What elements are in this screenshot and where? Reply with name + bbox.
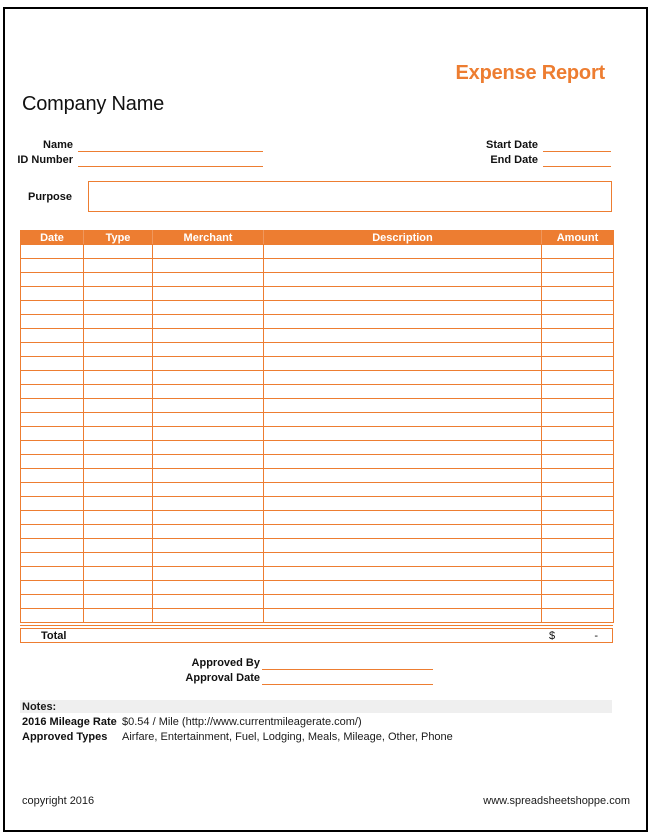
expense-row bbox=[21, 371, 614, 385]
expense-row bbox=[21, 483, 614, 497]
cell-description[interactable] bbox=[264, 385, 542, 399]
total-label: Total bbox=[41, 630, 67, 642]
end-date-label: End Date bbox=[490, 154, 538, 166]
cell-merchant[interactable] bbox=[153, 595, 264, 609]
cell-description[interactable] bbox=[264, 469, 542, 483]
cell-merchant[interactable] bbox=[153, 329, 264, 343]
cell-amount[interactable] bbox=[542, 609, 614, 623]
cell-merchant[interactable] bbox=[153, 357, 264, 371]
id-number-input-line[interactable] bbox=[78, 156, 263, 167]
cell-merchant[interactable] bbox=[153, 259, 264, 273]
cell-date[interactable] bbox=[21, 301, 84, 315]
cell-amount[interactable] bbox=[542, 497, 614, 511]
cell-amount[interactable] bbox=[542, 553, 614, 567]
expense-row bbox=[21, 525, 614, 539]
cell-amount[interactable] bbox=[542, 329, 614, 343]
website-text: www.spreadsheetshoppe.com bbox=[483, 795, 630, 807]
cell-merchant[interactable] bbox=[153, 245, 264, 259]
cell-description[interactable] bbox=[264, 315, 542, 329]
cell-type[interactable] bbox=[84, 511, 153, 525]
cell-amount[interactable] bbox=[542, 315, 614, 329]
cell-type[interactable] bbox=[84, 259, 153, 273]
cell-description[interactable] bbox=[264, 343, 542, 357]
cell-description[interactable] bbox=[264, 301, 542, 315]
cell-type[interactable] bbox=[84, 567, 153, 581]
cell-description[interactable] bbox=[264, 609, 542, 623]
cell-merchant[interactable] bbox=[153, 413, 264, 427]
cell-amount[interactable] bbox=[542, 259, 614, 273]
cell-date[interactable] bbox=[21, 511, 84, 525]
cell-date[interactable] bbox=[21, 399, 84, 413]
cell-amount[interactable] bbox=[542, 455, 614, 469]
cell-amount[interactable] bbox=[542, 511, 614, 525]
cell-amount[interactable] bbox=[542, 567, 614, 581]
cell-type[interactable] bbox=[84, 427, 153, 441]
approved-types-value: Airfare, Entertainment, Fuel, Lodging, Meals, Mileage, Other, Phone bbox=[122, 731, 453, 743]
cell-description[interactable] bbox=[264, 413, 542, 427]
cell-date[interactable] bbox=[21, 553, 84, 567]
approved-types-label: Approved Types bbox=[22, 731, 108, 743]
cell-description[interactable] bbox=[264, 525, 542, 539]
cell-amount[interactable] bbox=[542, 301, 614, 315]
cell-type[interactable] bbox=[84, 525, 153, 539]
cell-description[interactable] bbox=[264, 455, 542, 469]
cell-type[interactable] bbox=[84, 497, 153, 511]
expense-row bbox=[21, 315, 614, 329]
cell-date[interactable] bbox=[21, 343, 84, 357]
cell-merchant[interactable] bbox=[153, 483, 264, 497]
cell-description[interactable] bbox=[264, 497, 542, 511]
cell-merchant[interactable] bbox=[153, 581, 264, 595]
cell-merchant[interactable] bbox=[153, 455, 264, 469]
total-amount-value: - bbox=[594, 630, 598, 642]
approved-by-input-line[interactable] bbox=[262, 659, 433, 670]
cell-date[interactable] bbox=[21, 371, 84, 385]
cell-merchant[interactable] bbox=[153, 399, 264, 413]
expense-row bbox=[21, 511, 614, 525]
end-date-input-line[interactable] bbox=[543, 156, 611, 167]
expense-row bbox=[21, 595, 614, 609]
cell-merchant[interactable] bbox=[153, 511, 264, 525]
column-header-merchant: Merchant bbox=[153, 231, 264, 245]
cell-date[interactable] bbox=[21, 245, 84, 259]
cell-description[interactable] bbox=[264, 553, 542, 567]
cell-description[interactable] bbox=[264, 329, 542, 343]
name-label: Name bbox=[43, 139, 73, 151]
column-header-description: Description bbox=[264, 231, 542, 245]
cell-description[interactable] bbox=[264, 567, 542, 581]
total-divider-rule bbox=[20, 625, 613, 626]
cell-amount[interactable] bbox=[542, 273, 614, 287]
total-row bbox=[20, 628, 613, 643]
cell-description[interactable] bbox=[264, 441, 542, 455]
cell-merchant[interactable] bbox=[153, 553, 264, 567]
cell-description[interactable] bbox=[264, 595, 542, 609]
cell-date[interactable] bbox=[21, 315, 84, 329]
cell-type[interactable] bbox=[84, 595, 153, 609]
cell-description[interactable] bbox=[264, 581, 542, 595]
expense-row bbox=[21, 427, 614, 441]
cell-description[interactable] bbox=[264, 259, 542, 273]
table-header-row bbox=[21, 231, 614, 245]
purpose-input-box[interactable] bbox=[88, 181, 612, 212]
cell-type[interactable] bbox=[84, 301, 153, 315]
cell-date[interactable] bbox=[21, 287, 84, 301]
cell-date[interactable] bbox=[21, 441, 84, 455]
cell-amount[interactable] bbox=[542, 525, 614, 539]
expense-row bbox=[21, 581, 614, 595]
cell-description[interactable] bbox=[264, 483, 542, 497]
cell-type[interactable] bbox=[84, 343, 153, 357]
company-name: Company Name bbox=[22, 93, 165, 115]
cell-amount[interactable] bbox=[542, 245, 614, 259]
cell-date[interactable] bbox=[21, 357, 84, 371]
cell-amount[interactable] bbox=[542, 287, 614, 301]
cell-merchant[interactable] bbox=[153, 273, 264, 287]
cell-merchant[interactable] bbox=[153, 539, 264, 553]
cell-amount[interactable] bbox=[542, 357, 614, 371]
name-input-line[interactable] bbox=[78, 141, 263, 152]
cell-type[interactable] bbox=[84, 315, 153, 329]
cell-merchant[interactable] bbox=[153, 315, 264, 329]
cell-type[interactable] bbox=[84, 273, 153, 287]
cell-date[interactable] bbox=[21, 259, 84, 273]
cell-description[interactable] bbox=[264, 287, 542, 301]
cell-merchant[interactable] bbox=[153, 385, 264, 399]
id-number-label: ID Number bbox=[17, 154, 73, 166]
cell-type[interactable] bbox=[84, 399, 153, 413]
cell-amount[interactable] bbox=[542, 441, 614, 455]
cell-type[interactable] bbox=[84, 609, 153, 623]
cell-date[interactable] bbox=[21, 609, 84, 623]
cell-date[interactable] bbox=[21, 413, 84, 427]
cell-merchant[interactable] bbox=[153, 525, 264, 539]
cell-merchant[interactable] bbox=[153, 287, 264, 301]
copyright-text: copyright 2016 bbox=[22, 795, 95, 807]
cell-type[interactable] bbox=[84, 357, 153, 371]
expense-row bbox=[21, 245, 614, 259]
cell-description[interactable] bbox=[264, 399, 542, 413]
cell-type[interactable] bbox=[84, 553, 153, 567]
cell-type[interactable] bbox=[84, 483, 153, 497]
expense-row bbox=[21, 259, 614, 273]
cell-date[interactable] bbox=[21, 455, 84, 469]
cell-date[interactable] bbox=[21, 385, 84, 399]
cell-date[interactable] bbox=[21, 539, 84, 553]
cell-description[interactable] bbox=[264, 539, 542, 553]
start-date-label: Start Date bbox=[486, 139, 538, 151]
cell-amount[interactable] bbox=[542, 343, 614, 357]
cell-description[interactable] bbox=[264, 245, 542, 259]
cell-amount[interactable] bbox=[542, 595, 614, 609]
expense-row bbox=[21, 469, 614, 483]
cell-type[interactable] bbox=[84, 539, 153, 553]
cell-date[interactable] bbox=[21, 483, 84, 497]
cell-date[interactable] bbox=[21, 273, 84, 287]
expense-row bbox=[21, 301, 614, 315]
cell-merchant[interactable] bbox=[153, 301, 264, 315]
cell-amount[interactable] bbox=[542, 483, 614, 497]
cell-amount[interactable] bbox=[542, 539, 614, 553]
expense-row bbox=[21, 357, 614, 371]
expense-table bbox=[20, 230, 614, 623]
total-currency-symbol: $ bbox=[549, 630, 556, 642]
expense-row bbox=[21, 567, 614, 581]
cell-merchant[interactable] bbox=[153, 441, 264, 455]
expense-row bbox=[21, 455, 614, 469]
expense-row bbox=[21, 539, 614, 553]
cell-merchant[interactable] bbox=[153, 497, 264, 511]
cell-date[interactable] bbox=[21, 581, 84, 595]
cell-type[interactable] bbox=[84, 469, 153, 483]
cell-merchant[interactable] bbox=[153, 371, 264, 385]
cell-type[interactable] bbox=[84, 385, 153, 399]
expense-row bbox=[21, 329, 614, 343]
expense-row bbox=[21, 413, 614, 427]
column-header-amount: Amount bbox=[542, 231, 614, 245]
expense-row bbox=[21, 441, 614, 455]
mileage-rate-label: 2016 Mileage Rate bbox=[22, 716, 117, 728]
expense-row bbox=[21, 343, 614, 357]
approval-date-label: Approval Date bbox=[185, 672, 260, 684]
cell-merchant[interactable] bbox=[153, 609, 264, 623]
notes-section-bar bbox=[20, 700, 612, 713]
cell-type[interactable] bbox=[84, 441, 153, 455]
cell-date[interactable] bbox=[21, 469, 84, 483]
cell-merchant[interactable] bbox=[153, 567, 264, 581]
cell-date[interactable] bbox=[21, 427, 84, 441]
cell-type[interactable] bbox=[84, 581, 153, 595]
mileage-rate-value: $0.54 / Mile (http://www.currentmileagerate.com/) bbox=[122, 716, 362, 728]
start-date-input-line[interactable] bbox=[543, 141, 611, 152]
cell-amount[interactable] bbox=[542, 413, 614, 427]
cell-merchant[interactable] bbox=[153, 343, 264, 357]
cell-description[interactable] bbox=[264, 427, 542, 441]
approved-by-label: Approved By bbox=[191, 657, 260, 669]
expense-row bbox=[21, 497, 614, 511]
cell-amount[interactable] bbox=[542, 469, 614, 483]
approval-date-input-line[interactable] bbox=[262, 674, 433, 685]
cell-type[interactable] bbox=[84, 329, 153, 343]
cell-merchant[interactable] bbox=[153, 469, 264, 483]
expense-row bbox=[21, 273, 614, 287]
cell-date[interactable] bbox=[21, 595, 84, 609]
expense-row bbox=[21, 385, 614, 399]
cell-type[interactable] bbox=[84, 245, 153, 259]
column-header-date: Date bbox=[21, 231, 84, 245]
cell-date[interactable] bbox=[21, 497, 84, 511]
cell-type[interactable] bbox=[84, 287, 153, 301]
cell-type[interactable] bbox=[84, 413, 153, 427]
cell-amount[interactable] bbox=[542, 581, 614, 595]
cell-type[interactable] bbox=[84, 455, 153, 469]
cell-amount[interactable] bbox=[542, 371, 614, 385]
expense-row bbox=[21, 553, 614, 567]
cell-merchant[interactable] bbox=[153, 427, 264, 441]
column-header-type: Type bbox=[84, 231, 153, 245]
expense-row bbox=[21, 287, 614, 301]
cell-date[interactable] bbox=[21, 329, 84, 343]
cell-description[interactable] bbox=[264, 357, 542, 371]
cell-type[interactable] bbox=[84, 371, 153, 385]
cell-description[interactable] bbox=[264, 273, 542, 287]
cell-date[interactable] bbox=[21, 567, 84, 581]
cell-description[interactable] bbox=[264, 371, 542, 385]
report-title: Expense Report bbox=[455, 62, 605, 84]
purpose-label: Purpose bbox=[27, 191, 72, 203]
cell-date[interactable] bbox=[21, 525, 84, 539]
cell-amount[interactable] bbox=[542, 427, 614, 441]
cell-description[interactable] bbox=[264, 511, 542, 525]
cell-amount[interactable] bbox=[542, 399, 614, 413]
expense-row bbox=[21, 399, 614, 413]
notes-heading: Notes: bbox=[22, 701, 57, 713]
expense-row bbox=[21, 609, 614, 623]
cell-amount[interactable] bbox=[542, 385, 614, 399]
